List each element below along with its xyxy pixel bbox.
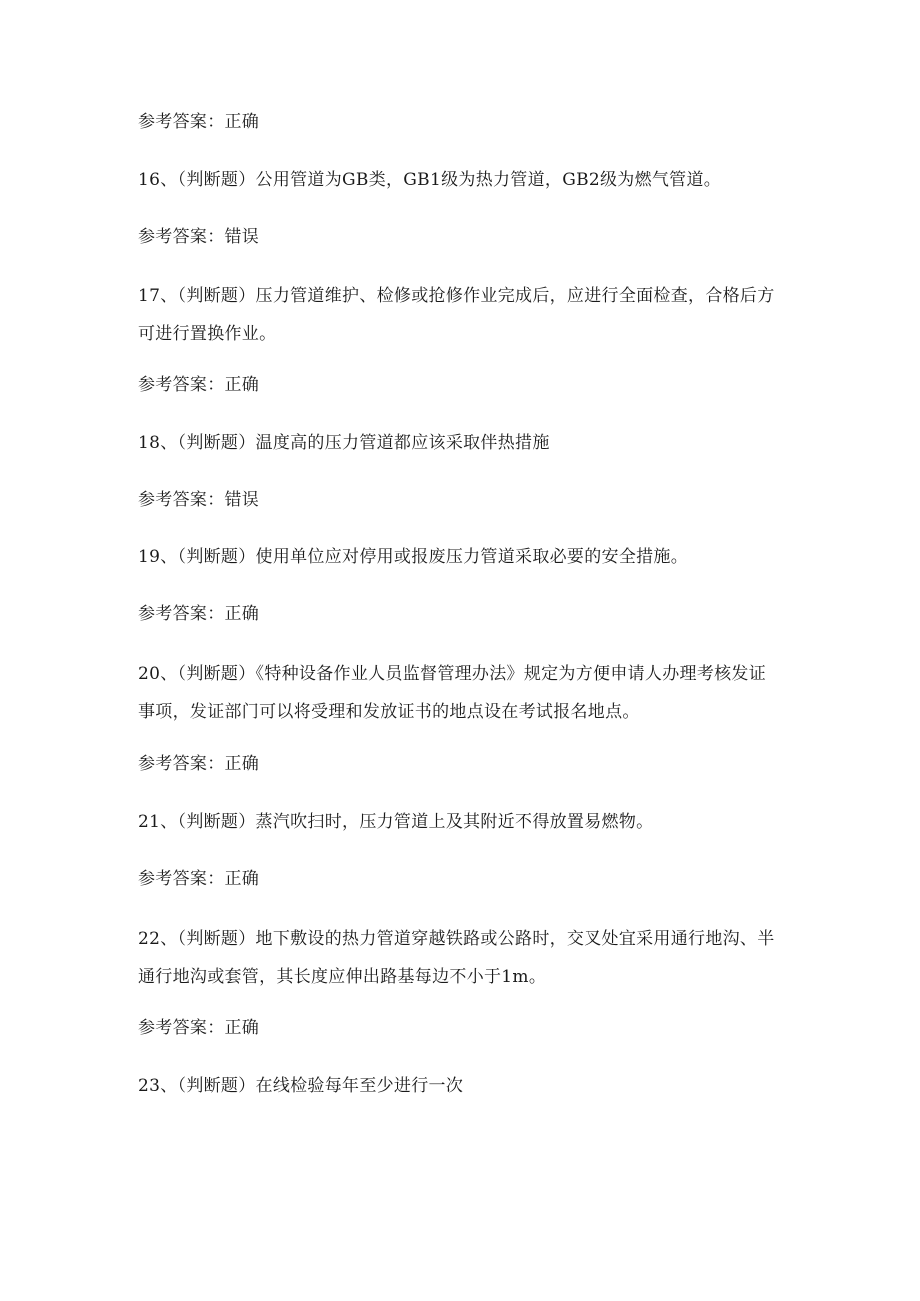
question-line: 20、（判断题）《特种设备作业人员监督管理办法》规定为方便申请人办理考核发证事项，发证部门可以将受理和发放证书的地点设在考试报名地点。 [138,664,767,722]
question-line: 18、（判断题）温度高的压力管道都应该采取伴热措施 [138,433,550,453]
question-line: 17、（判断题）压力管道维护、检修或抢修作业完成后，应进行全面检查，合格后方可进行置换作业。 [138,286,775,344]
question-line: 22、（判断题）地下敷设的热力管道穿越铁路或公路时，交叉处宜采用通行地沟、半通行地沟或套管，其长度应伸出路基每边不小于1m。 [138,929,775,987]
answer-line: 参考答案：正确 [138,869,260,889]
answer-line: 参考答案：正确 [138,375,260,395]
answer-line: 参考答案：正确 [138,604,260,624]
answer-line: 参考答案：错误 [138,227,260,247]
answer-line: 参考答案：正确 [138,112,260,132]
answer-line: 参考答案：错误 [138,490,260,510]
question-line: 21、（判断题）蒸汽吹扫时，压力管道上及其附近不得放置易燃物。 [138,812,654,832]
question-line: 16、（判断题）公用管道为GB类，GB1级为热力管道，GB2级为燃气管道。 [138,170,722,190]
question-line: 19、（判断题）使用单位应对停用或报废压力管道采取必要的安全措施。 [138,547,689,567]
answer-line: 参考答案：正确 [138,754,260,774]
answer-line: 参考答案：正确 [138,1018,260,1038]
question-line: 23、（判断题）在线检验每年至少进行一次 [138,1076,464,1096]
